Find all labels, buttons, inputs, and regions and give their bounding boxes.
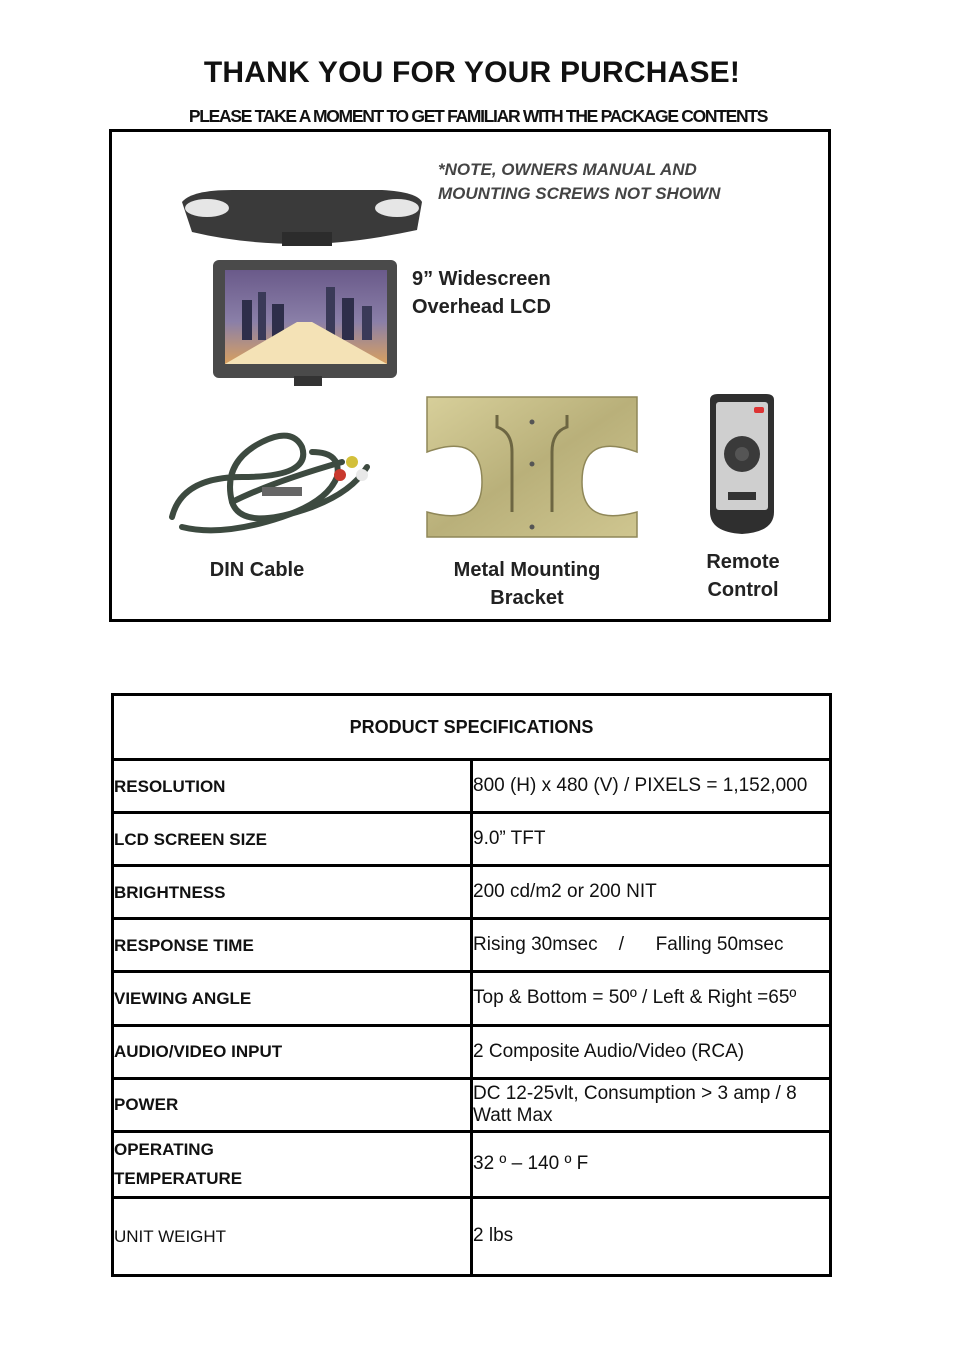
spec-key: RESOLUTION [113, 760, 472, 813]
table-row [113, 1025, 831, 1078]
table-row [113, 972, 831, 1025]
spec-value: Top & Bottom = 50º / Left & Right =65º [472, 972, 831, 1025]
spec-value: 200 cd/m2 or 200 NIT [472, 866, 831, 919]
table-row [113, 813, 831, 866]
spec-value: 9.0” TFT [472, 813, 831, 866]
spec-key: POWER [113, 1078, 472, 1131]
spec-key: LCD SCREEN SIZE [113, 813, 472, 866]
overhead-lcd-label: 9” Widescreen Overhead LCD [412, 268, 551, 318]
specs-title: PRODUCT SPECIFICATIONS [113, 695, 831, 760]
remote-control-label: Remote Control [706, 551, 780, 601]
mounting-bracket-image [427, 397, 637, 537]
table-row [113, 1078, 831, 1131]
table-row [113, 760, 831, 813]
spec-value: 2 Composite Audio/Video (RCA) [472, 1025, 831, 1078]
table-row [113, 919, 831, 972]
spec-value: Rising 30msec / Falling 50msec [472, 919, 831, 972]
spec-key: BRIGHTNESS [113, 866, 472, 919]
spec-key: UNIT WEIGHT [113, 1197, 472, 1275]
product-specifications-table [111, 693, 832, 1277]
remote-control-image [710, 394, 774, 534]
overhead-lcd-image [182, 190, 422, 386]
package-note: *NOTE, OWNERS MANUAL AND MOUNTING SCREWS NOT SHOWN [438, 160, 721, 203]
spec-key: AUDIO/VIDEO INPUT [113, 1025, 472, 1078]
spec-key: VIEWING ANGLE [113, 972, 472, 1025]
mounting-bracket-label: Metal Mounting Bracket [453, 559, 601, 609]
spec-value: DC 12-25vlt, Consumption > 3 amp / 8 Watt Max [472, 1078, 831, 1131]
specs-header-row [113, 695, 831, 760]
table-row [113, 1131, 831, 1197]
din-cable-label: DIN Cable [209, 559, 305, 581]
table-row [113, 866, 831, 919]
spec-key: OPERATING TEMPERATURE [113, 1131, 472, 1197]
package-contents-box [109, 129, 831, 622]
table-row [113, 1197, 831, 1275]
spec-value: 32 º – 140 º F [472, 1131, 831, 1197]
page-subtitle: PLEASE TAKE A MOMENT TO GET FAMILIAR WITH THE PACKAGE CONTENTS [188, 106, 768, 126]
spec-key: RESPONSE TIME [113, 919, 472, 972]
spec-value: 800 (H) x 480 (V) / PIXELS = 1,152,000 [472, 760, 831, 813]
page-title: THANK YOU FOR YOUR PURCHASE! [203, 56, 741, 89]
spec-value: 2 lbs [472, 1197, 831, 1275]
din-cable-image [172, 436, 368, 531]
